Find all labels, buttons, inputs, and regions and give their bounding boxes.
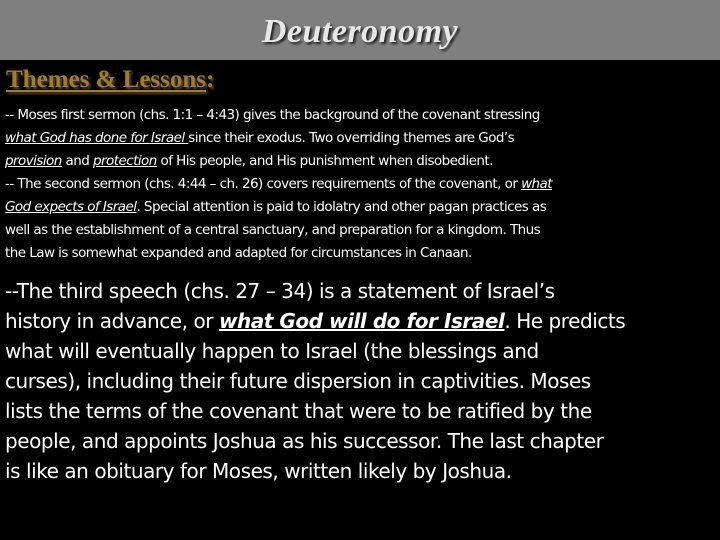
slide-title: Deuteronomy [261,13,459,50]
text-line [5,127,717,150]
text-run: . He predicts [504,309,626,333]
text-run: . Special attention is paid to idolatry and other pagan practices as [136,199,547,215]
text-line [5,336,717,366]
section-heading-colon: : [206,66,215,93]
paragraph-sermons [5,104,717,265]
emphasis-text: protection [93,153,157,169]
text-line [5,150,717,173]
text-run: history in advance, or [5,309,219,333]
text-run: is like an obituary for Moses, written likely by Joshua. [5,459,512,483]
text-run: --The third speech (chs. 27 – 34) is a statement of Israel’s [5,279,555,303]
text-line [5,396,717,426]
text-line [5,242,717,265]
text-run: and [61,153,94,169]
emphasis-text: what [521,176,553,192]
text-line [5,426,717,456]
section-heading-label: Themes & Lessons [6,66,207,93]
text-run: of His people, and His punishment when disobedient. [156,153,493,169]
text-run: lists the terms of the covenant that were to be ratified by the [5,399,592,423]
emphasis-text: provision [5,153,62,169]
text-run: -- Moses first sermon (chs. 1:1 – 4:43) gives the background of the covenant stressing [5,107,540,123]
text-line [5,306,717,336]
text-line [5,456,717,486]
text-run: the Law is somewhat expanded and adapted for circumstances in Canaan. [5,245,472,261]
text-line [5,276,717,306]
emphasis-text: what God will do for Israel [218,309,505,333]
text-run: since their exodus. Two overriding themes are God’s [188,130,515,146]
text-run: well as the establishment of a central sanctuary, and preparation for a kingdom. Thus [5,222,541,238]
emphasis-text: God expects of Israel [5,199,137,215]
text-run: what will eventually happen to Israel (the blessings and [5,339,539,363]
text-line [5,219,717,242]
text-line [5,366,717,396]
text-run: people, and appoints Joshua as his successor. The last chapter [5,429,604,453]
emphasis-text: what God has done for Israel [5,130,189,146]
paragraph-third-speech [5,276,717,486]
text-line [5,196,717,219]
text-run: curses), including their future dispersion in captivities. Moses [5,369,591,393]
text-line [5,104,717,127]
section-heading [6,64,214,96]
text-line [5,173,717,196]
text-run: -- The second sermon (chs. 4:44 – ch. 26) covers requirements of the covenant, or [5,176,522,192]
